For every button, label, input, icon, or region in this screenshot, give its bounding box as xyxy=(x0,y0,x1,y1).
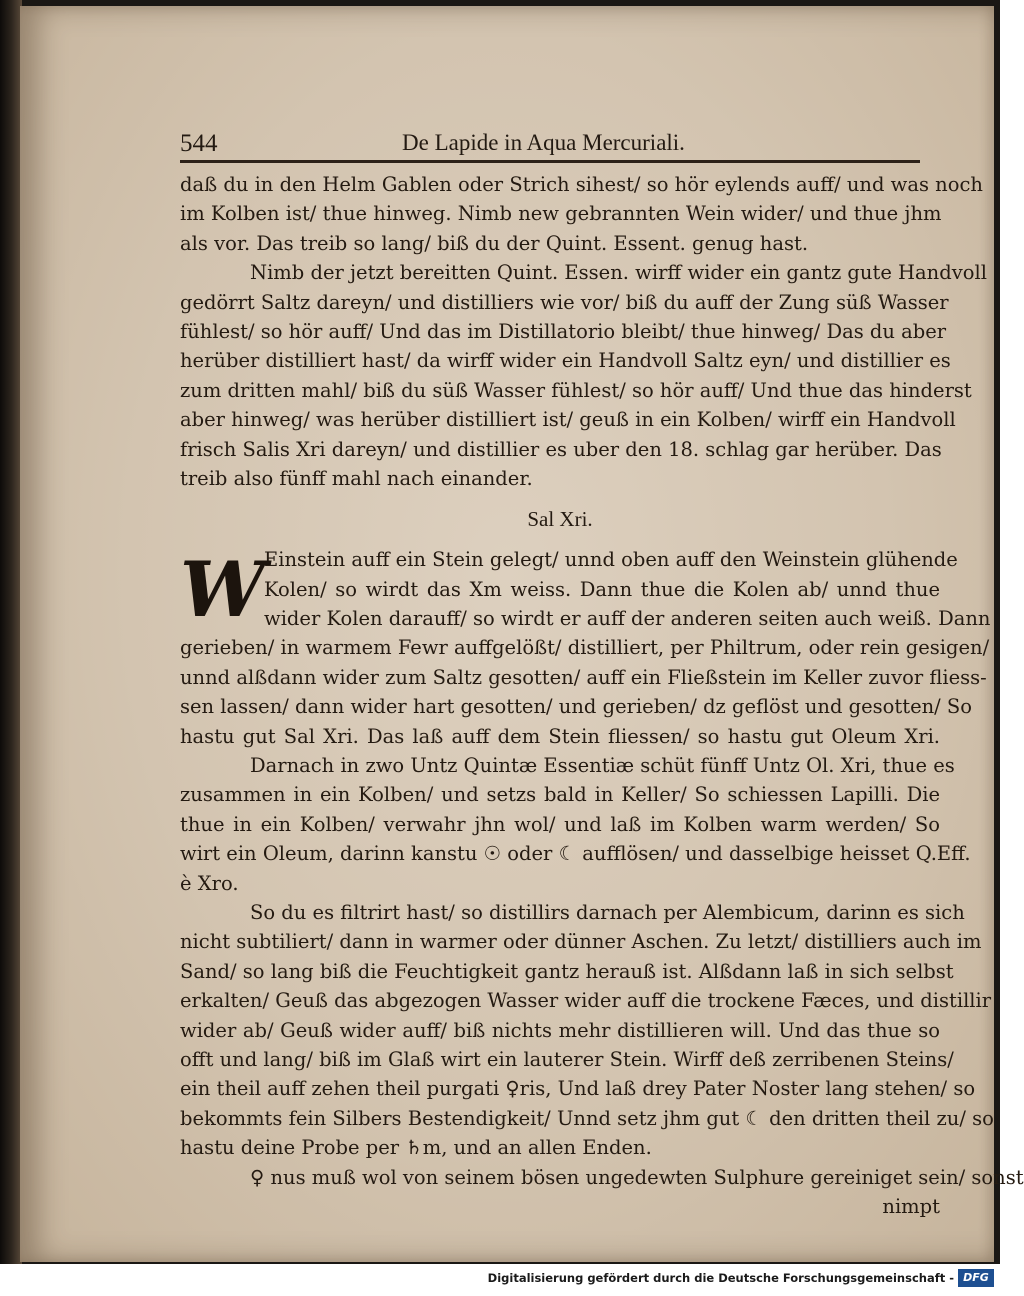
running-title: De Lapide in Aqua Mercuriali. xyxy=(402,130,685,155)
text-line: ♀ nus muß wol von seinem bösen ungedewten Sulphure gereiniget sein/ sonst xyxy=(250,1165,1024,1189)
text-line: daß du in den Helm Gablen oder Strich sihest/ so hör eylends auff/ und was noch xyxy=(180,173,983,196)
text-line: zum dritten mahl/ biß du süß Wasser fühlest/ so hör auff/ Und thue das hinderst xyxy=(180,378,972,402)
text-line: Einstein auff ein Stein gelegt/ unnd oben auff den Weinstein glühende xyxy=(264,548,958,572)
text-line: gedörrt Saltz dareyn/ und distilliers wie vor/ biß du auff der Zung süß Wasser xyxy=(180,290,949,314)
text-line: fühlest/ so hör auff/ Und das im Distillatorio bleibt/ thue hinweg/ Das du aber xyxy=(180,319,947,343)
text-line: treib also fünff mahl nach einander. xyxy=(180,466,533,490)
text-line: bekommts fein Silbers Bestendigkeit/ Unnd setz jhm gut ☾ den dritten theil zu/ so xyxy=(180,1106,994,1130)
text-line: So du es filtrirt hast/ so distillirs darnach per Alembicum, darinn es sich xyxy=(250,900,965,924)
text-line: im Kolben ist/ thue hinweg. Nimb new gebrannten Wein wider/ und thue jhm xyxy=(180,202,942,226)
text-line: Darnach in zwo Untz Quintæ Essentiæ schüt fünff Untz Ol. Xri, thue es xyxy=(250,754,955,778)
text-line: hastu gut Sal Xri. Das laß auff dem Stein fliessen/ so hastu gut Oleum Xri. xyxy=(180,724,940,748)
page-number: 544 xyxy=(180,130,218,157)
text-line: Nimb der jetzt bereitten Quint. Essen. wirff wider ein gantz gute Handvoll xyxy=(250,261,987,285)
text-line: Sand/ so lang biß die Feuchtigkeit gantz herauß ist. Alßdann laß in sich selbst xyxy=(180,959,954,983)
decorated-initial: W xyxy=(180,545,266,635)
text-line: aber hinweg/ was herüber distilliert ist/ geuß in ein Kolben/ wirff ein Handvoll xyxy=(180,408,956,432)
text-line: gerieben/ in warmem Fewr auffgelößt/ distilliert, per Philtrum, oder rein gesigen/ xyxy=(180,636,990,660)
text-line: sen lassen/ dann wider hart gesotten/ und gerieben/ dz geflöst und gesotten/ So xyxy=(180,695,973,719)
dfg-logo-icon: DFG xyxy=(958,1269,994,1287)
text-line: thue in ein Kolben/ verwahr jhn wol/ und laß im Kolben warm werden/ So xyxy=(180,812,940,836)
header-rule xyxy=(180,160,920,163)
text-line: Kolen/ so wirdt das Xm weiss. Dann thue die Kolen ab/ unnd thue xyxy=(264,577,940,601)
section-heading: Sal Xri. xyxy=(527,507,593,532)
text-line: wider ab/ Geuß wider auff/ biß nichts mehr distillieren will. Und das thue so xyxy=(180,1018,940,1042)
catchword: nimpt xyxy=(882,1194,940,1218)
digitization-footer xyxy=(0,1264,1000,1296)
text-line: nicht subtiliert/ dann in warmer oder dünner Aschen. Zu letzt/ distilliers auch im xyxy=(180,930,982,954)
text-line: frisch Salis Xri dareyn/ und distillier es uber den 18. schlag gar herüber. Das xyxy=(180,437,942,461)
book-spine-edge xyxy=(0,0,22,1264)
text-line: ein theil auff zehen theil purgati ♀ris, Und laß drey Pater Noster lang stehen/ so xyxy=(180,1077,976,1101)
initial-paragraph xyxy=(180,545,991,751)
text-line: als vor. Das treib so lang/ biß du der Quint. Essent. genug hast. xyxy=(180,231,809,255)
text-line: wider Kolen darauff/ so wirdt er auff der anderen seiten auch weiß. Dann xyxy=(264,607,991,631)
page-header xyxy=(180,128,930,164)
text-line: herüber distilliert hast/ da wirff wider ein Handvoll Saltz eyn/ und distillier es xyxy=(180,349,951,373)
text-line: è Xro. xyxy=(180,871,239,895)
text-line: offt und lang/ biß im Glaß wirt ein lauterer Stein. Wirff deß zerribenen Steins/ xyxy=(180,1047,954,1071)
text-line: erkalten/ Geuß das abgezogen Wasser wider auff die trockene Fæces, und distillir xyxy=(180,989,992,1013)
text-line: wirt ein Oleum, darinn kanstu ☉ oder ☾ aufflösen/ und dasselbige heisset Q.Eff. xyxy=(180,842,971,866)
text-line: zusammen in ein Kolben/ und setzs bald in Keller/ So schiessen Lapilli. Die xyxy=(180,783,940,807)
page-text xyxy=(180,170,1024,1221)
dfg-credit-text: Digitalisierung gefördert durch die Deutsche Forschungsgemeinschaft - xyxy=(487,1271,954,1285)
text-line: hastu deine Probe per ♄m, und an allen Enden. xyxy=(180,1136,652,1160)
text-line: unnd alßdann wider zum Saltz gesotten/ auff ein Fließstein im Keller zuvor fliess- xyxy=(180,665,987,689)
